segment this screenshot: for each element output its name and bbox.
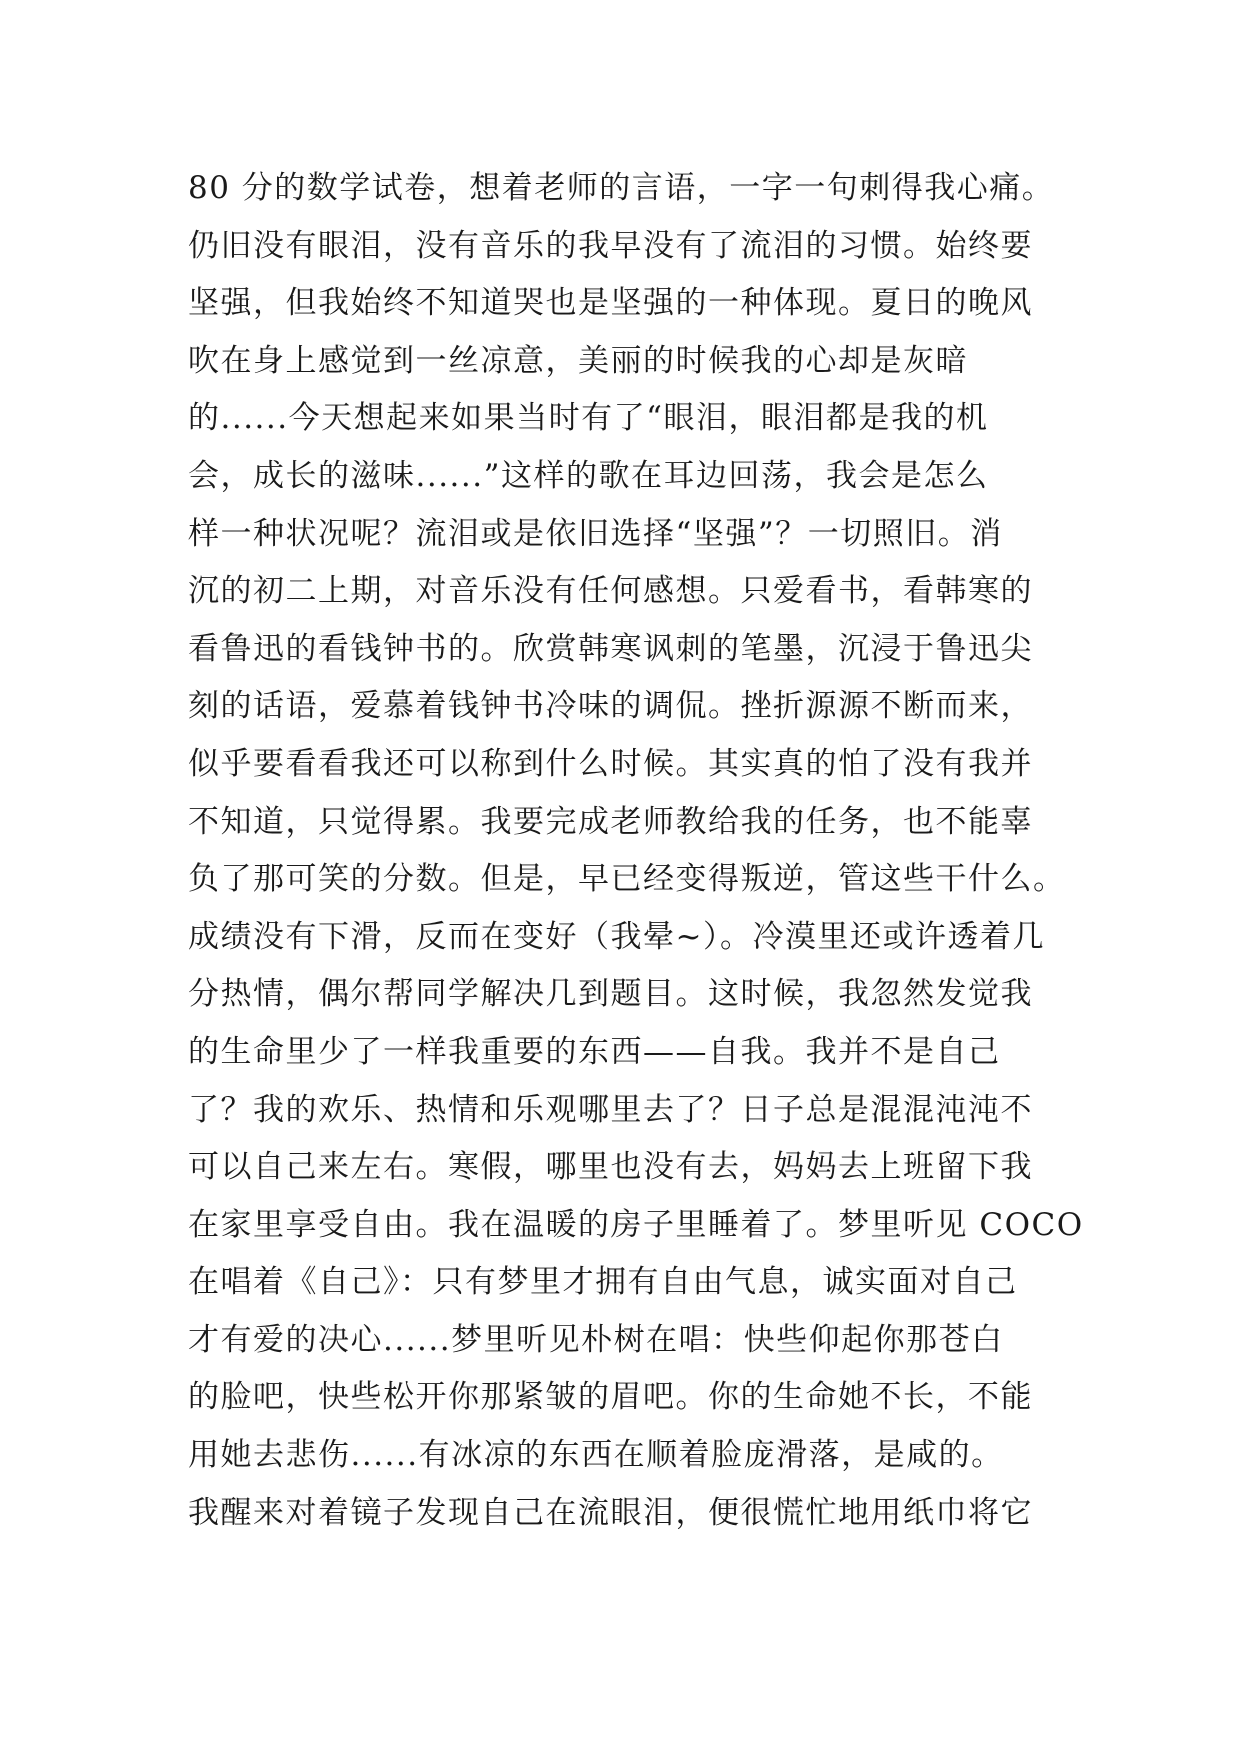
text-line: 样一种状况呢？流泪或是依旧选择“坚强”？一切照旧。消 [188, 515, 1003, 552]
text-line: 用她去悲伤......有冰凉的东西在顺着脸庞滑落，是咸的。 [188, 1437, 1004, 1474]
text-line: 的脸吧，快些松开你那紧皱的眉吧。你的生命她不长，不能 [188, 1379, 1033, 1416]
text-line: 不知道，只觉得累。我要完成老师教给我的任务，也不能辜 [188, 803, 1033, 840]
text-line: 了？我的欢乐、热情和乐观哪里去了？日子总是混混沌沌不 [188, 1091, 1033, 1128]
text-line: 负了那可笑的分数。但是，早已经变得叛逆，管这些干什么。 [188, 861, 1066, 898]
text-line: 会，成长的滋味......”这样的歌在耳边回荡，我会是怎么 [188, 457, 989, 494]
text-line: 才有爱的决心......梦里听见朴树在唱：快些仰起你那苍白 [188, 1321, 1004, 1358]
text-line: 80 分的数学试卷，想着老师的言语，一字一句刺得我心痛。 [188, 170, 1055, 206]
text-line: 坚强，但我始终不知道哭也是坚强的一种体现。夏日的晚风 [188, 285, 1033, 322]
text-line: 在家里享受自由。我在温暖的房子里睡着了。梦里听见 COCO [188, 1206, 1084, 1243]
body-text [188, 160, 1088, 1542]
text-line: 似乎要看看我还可以称到什么时候。其实真的怕了没有我并 [188, 745, 1033, 782]
text-line: 看鲁迅的看钱钟书的。欣赏韩寒讽刺的笔墨，沉浸于鲁迅尖 [188, 630, 1033, 667]
text-line: 可以自己来左右。寒假，哪里也没有去，妈妈去上班留下我 [188, 1149, 1033, 1186]
text-line: 刻的话语，爱慕着钱钟书冷味的调侃。挫折源源不断而来， [188, 688, 1033, 725]
text-line: 沉的初二上期，对音乐没有任何感想。只爱看书，看韩寒的 [188, 573, 1033, 610]
text-line: 仍旧没有眼泪，没有音乐的我早没有了流泪的习惯。始终要 [188, 227, 1033, 264]
text-line: 吹在身上感觉到一丝凉意，美丽的时候我的心却是灰暗 [188, 342, 968, 379]
text-line: 的......今天想起来如果当时有了“眼泪，眼泪都是我的机 [188, 400, 989, 437]
text-line: 我醒来对着镜子发现自己在流眼泪，便很慌忙地用纸巾将它 [188, 1494, 1033, 1531]
text-line: 分热情，偶尔帮同学解决几到题目。这时候，我忽然发觉我 [188, 976, 1033, 1013]
text-line: 在唱着《自己》：只有梦里才拥有自由气息，诚实面对自己 [188, 1264, 1018, 1301]
text-line: 成绩没有下滑，反而在变好（我晕~）。冷漠里还或许透着几 [188, 918, 1045, 955]
text-line: 的生命里少了一样我重要的东西——自我。我并不是自己 [188, 1033, 1001, 1070]
